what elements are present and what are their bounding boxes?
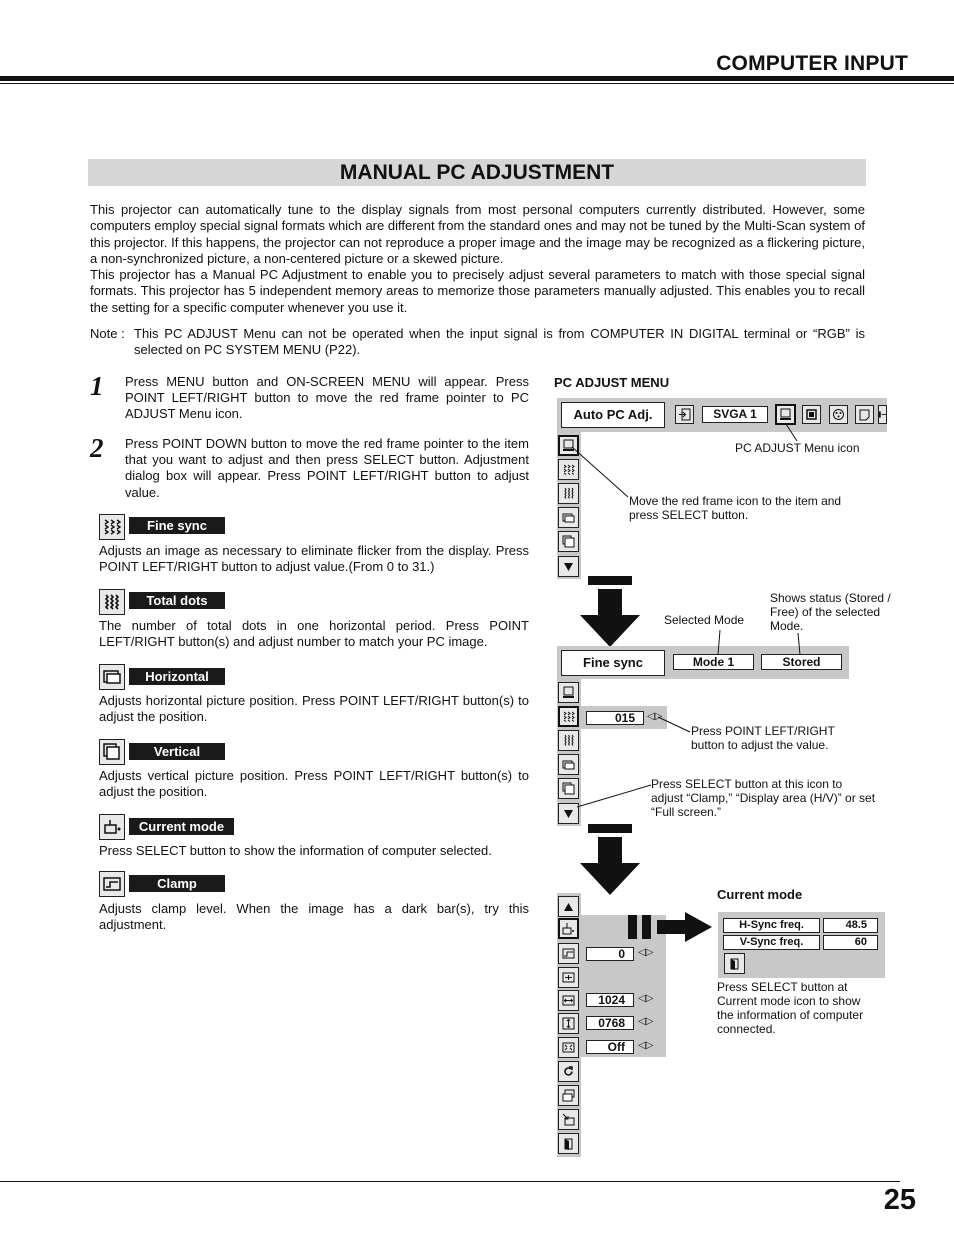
pause-bar-right: [642, 915, 651, 939]
caption-pc-adjust-menu-icon: PC ADJUST Menu icon: [735, 441, 860, 455]
display-area-h-arrows-icon[interactable]: ◁▷: [638, 993, 654, 1004]
clamp-label: Clamp: [129, 875, 225, 892]
store-icon[interactable]: [558, 1109, 579, 1130]
hsync-label: H-Sync freq.: [723, 918, 820, 933]
current-mode-icon-menu3[interactable]: [558, 918, 579, 939]
current-mode-icon-menu1[interactable]: [558, 435, 579, 456]
vertical-icon-menu2[interactable]: [558, 778, 579, 799]
diagram-title: PC ADJUST MENU: [554, 375, 670, 390]
auto-pc-adj-button[interactable]: Auto PC Adj.: [561, 402, 665, 428]
caption-selected-mode: Selected Mode: [664, 613, 745, 627]
caption-select-icon: Press SELECT button at this icon to adjust “Clamp,” “Display area (H/V)” or set “Full screen.”: [651, 777, 876, 819]
screen-icon[interactable]: [855, 405, 874, 424]
current-mode-icon-menu2[interactable]: [558, 682, 579, 703]
horizontal-description: Adjusts horizontal picture position. Press POINT LEFT/RIGHT button(s) to adjust the position.: [99, 693, 529, 724]
down-arrow-2: [578, 822, 642, 896]
svga-mode-button[interactable]: SVGA 1: [702, 406, 768, 423]
caption-current-mode: Press SELECT button at Current mode icon to show the information of computer connected.: [717, 980, 864, 1036]
down-arrow-1: [578, 574, 642, 648]
full-screen-icon[interactable]: [558, 1037, 579, 1058]
input-icon[interactable]: [675, 405, 694, 424]
stored-status-button[interactable]: Stored: [761, 654, 842, 670]
header-rule: [0, 76, 954, 81]
scroll-down-icon-menu2[interactable]: [558, 803, 579, 824]
scroll-down-icon-menu1[interactable]: [558, 556, 579, 577]
full-screen-value[interactable]: Off: [586, 1040, 634, 1054]
footer-rule: [0, 1181, 900, 1182]
total-dots-icon-menu1[interactable]: [558, 483, 579, 504]
hsync-value: 48.5: [823, 918, 878, 933]
display-area-h-icon[interactable]: [558, 990, 579, 1011]
caption-status: Shows status (Stored / Free) of the selected Mode.: [770, 591, 891, 633]
note-text: This PC ADJUST Menu can not be operated when the input signal is from COMPUTER IN DIGITAL terminal or “RGB” is selected on PC SYSTEM MENU (P22).: [134, 326, 865, 357]
total-dots-description: The number of total dots in one horizontal period. Press POINT LEFT/RIGHT button(s) and adjust number to match your PC image.: [99, 618, 529, 649]
mode-1-button[interactable]: Mode 1: [673, 654, 754, 670]
vertical-icon: [99, 739, 125, 765]
fine-sync-icon-menu2[interactable]: [558, 706, 579, 727]
vsync-value: 60: [823, 935, 878, 950]
fine-sync-icon-menu1[interactable]: [558, 459, 579, 480]
pause-bar-left: [628, 915, 637, 939]
step-2-number: 2: [90, 433, 104, 463]
quit-icon[interactable]: [558, 1133, 579, 1154]
total-dots-label: Total dots: [129, 592, 225, 609]
scroll-up-icon[interactable]: [558, 896, 579, 917]
image-select-icon[interactable]: [802, 405, 821, 424]
right-arrow: [657, 911, 713, 943]
full-screen-arrows-icon[interactable]: ◁▷: [638, 1040, 654, 1051]
current-mode-label: Current mode: [129, 818, 234, 835]
intro-paragraph-2: This projector has a Manual PC Adjustment to enable you to precisely adjust several parameters to match with those special signal formats. This projector has 5 independent memory areas to memorize those parameters manually adjusted. This enables you to recall the setting for a specific computer whenever you use it.: [90, 267, 865, 315]
section-title: MANUAL PC ADJUSTMENT: [88, 159, 866, 186]
current-mode-value-panel: [581, 915, 666, 1057]
fine-sync-value[interactable]: 015: [586, 711, 644, 725]
total-dots-icon-menu2[interactable]: [558, 730, 579, 751]
vsync-label: V-Sync freq.: [723, 935, 820, 950]
clamp-value[interactable]: 0: [586, 947, 634, 961]
vertical-description: Adjusts vertical picture position. Press POINT LEFT/RIGHT button(s) to adjust the position.: [99, 768, 529, 799]
current-mode-icon: [99, 814, 125, 840]
horizontal-label: Horizontal: [129, 668, 225, 685]
display-area-v-arrows-icon[interactable]: ◁▷: [638, 1016, 654, 1027]
mode-free-icon[interactable]: [558, 1085, 579, 1106]
fine-sync-item-button[interactable]: Fine sync: [561, 650, 665, 676]
display-area-v-value[interactable]: 0768: [586, 1016, 634, 1030]
fine-sync-icon: [99, 514, 125, 540]
fine-sync-label: Fine sync: [129, 517, 225, 534]
setting-icon-partial[interactable]: [878, 405, 887, 424]
step-2-text: Press POINT DOWN button to move the red frame pointer to the item that you want to adjust and then press SELECT button. Adjustment dialog box will appear. Press POINT LEFT/RIGHT button to adjust value.: [125, 436, 529, 500]
info-quit-icon[interactable]: [724, 953, 745, 974]
note-label: Note :: [90, 326, 125, 341]
page-number: 25: [883, 1184, 916, 1216]
current-mode-description: Press SELECT button to show the information of computer selected.: [99, 843, 492, 858]
step-1-number: 1: [90, 371, 104, 401]
clamp-icon-menu3[interactable]: [558, 943, 579, 964]
clamp-description: Adjusts clamp level. When the image has a dark bar(s), try this adjustment.: [99, 901, 529, 932]
display-area-h-value[interactable]: 1024: [586, 993, 634, 1007]
caption-move-red-frame: Move the red frame icon to the item and press SELECT button.: [629, 494, 842, 522]
vertical-icon-menu1[interactable]: [558, 531, 579, 552]
reset-icon[interactable]: [558, 1061, 579, 1082]
image-adjust-icon[interactable]: [829, 405, 848, 424]
horizontal-icon-menu1[interactable]: [558, 507, 579, 528]
clamp-arrows-icon[interactable]: ◁▷: [638, 947, 654, 958]
horizontal-icon-menu2[interactable]: [558, 754, 579, 775]
header-rule-thin: [0, 83, 954, 84]
step-1-text: Press MENU button and ON-SCREEN MENU will appear. Press POINT LEFT/RIGHT button to move the red frame pointer to PC ADJUST Menu icon.: [125, 374, 529, 422]
header-title: COMPUTER INPUT: [716, 52, 908, 75]
horizontal-icon: [99, 664, 125, 690]
fine-sync-description: Adjusts an image as necessary to eliminate flicker from the display. Press POINT LEFT/RIGHT button to adjust value.(From 0 to 31.): [99, 543, 529, 574]
clamp-icon: [99, 871, 125, 897]
caption-left-right: Press POINT LEFT/RIGHT button to adjust the value.: [691, 724, 835, 752]
vertical-label: Vertical: [129, 743, 225, 760]
left-right-arrows-icon[interactable]: ◁▷: [647, 711, 663, 722]
total-dots-icon: [99, 589, 125, 615]
display-area-icon[interactable]: [558, 967, 579, 988]
pc-adjust-menu-icon[interactable]: [775, 404, 796, 425]
intro-paragraph-1: This projector can automatically tune to the display signals from most personal computers currently distributed. However, some computers employ special signal formats which are different from the standard ones and may not be tuned by the Multi-Scan system of this projector. If this happens, the projector can not reproduce a proper image and the image may be recognized as a flickering picture, a non-synchronized picture, a non-centered picture or a skewed picture.: [90, 202, 865, 266]
current-mode-title: Current mode: [717, 887, 803, 902]
display-area-v-icon[interactable]: [558, 1013, 579, 1034]
